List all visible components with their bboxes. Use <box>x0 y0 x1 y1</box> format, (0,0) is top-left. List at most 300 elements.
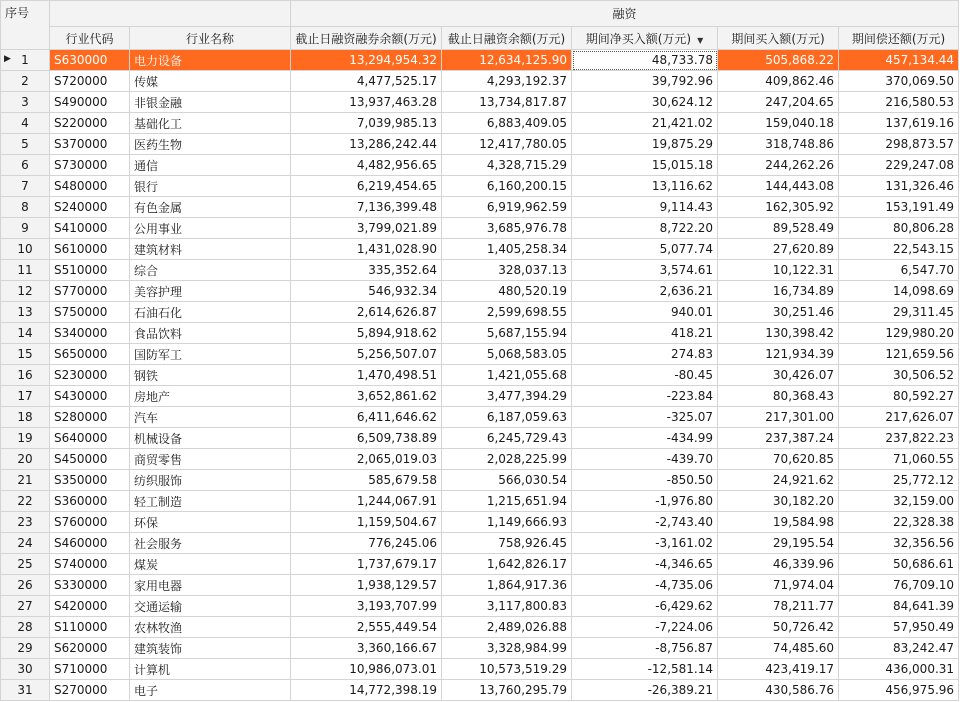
table-row[interactable] <box>1 365 959 386</box>
repay-amount-cell[interactable]: 131,326.46 <box>839 176 959 197</box>
net-buy-cell[interactable]: 30,624.12 <box>572 92 718 113</box>
industry-name-cell[interactable]: 有色金属 <box>130 197 291 218</box>
table-row[interactable] <box>1 491 959 512</box>
financing-balance-cell[interactable]: 5,068,583.05 <box>442 344 572 365</box>
repay-amount-cell[interactable]: 370,069.50 <box>839 71 959 92</box>
financing-balance-cell[interactable]: 1,149,666.93 <box>442 512 572 533</box>
margin-balance-cell[interactable]: 14,772,398.19 <box>291 680 442 701</box>
table-row[interactable] <box>1 386 959 407</box>
table-row[interactable] <box>1 71 959 92</box>
row-index: 16 <box>17 368 33 382</box>
industry-name-cell[interactable]: 基础化工 <box>130 113 291 134</box>
row-index-cell[interactable] <box>1 197 50 218</box>
buy-amount-cell[interactable]: 423,419.17 <box>718 659 839 680</box>
header-industry-name[interactable]: 行业名称 <box>130 27 291 50</box>
header-seq[interactable]: 序号 <box>1 1 50 50</box>
industry-name-cell[interactable]: 环保 <box>130 512 291 533</box>
industry-code-cell[interactable]: S620000 <box>50 638 130 659</box>
net-buy-cell[interactable]: -2,743.40 <box>572 512 718 533</box>
buy-amount-cell[interactable]: 247,204.65 <box>718 92 839 113</box>
industry-name-cell[interactable]: 石油石化 <box>130 302 291 323</box>
net-buy-cell[interactable]: 13,116.62 <box>572 176 718 197</box>
row-index: 17 <box>17 389 33 403</box>
row-index: 15 <box>17 347 33 361</box>
industry-code-cell[interactable]: S650000 <box>50 344 130 365</box>
net-buy-cell[interactable]: 8,722.20 <box>572 218 718 239</box>
industry-code-cell[interactable]: S760000 <box>50 512 130 533</box>
industry-code-cell[interactable]: S350000 <box>50 470 130 491</box>
industry-name-cell[interactable]: 食品饮料 <box>130 323 291 344</box>
financing-balance-cell[interactable]: 6,919,962.59 <box>442 197 572 218</box>
row-index-cell[interactable] <box>1 323 50 344</box>
industry-code-cell[interactable]: S330000 <box>50 575 130 596</box>
margin-balance-cell[interactable]: 585,679.58 <box>291 470 442 491</box>
industry-code-cell[interactable]: S770000 <box>50 281 130 302</box>
industry-code-cell[interactable]: S370000 <box>50 134 130 155</box>
industry-name-cell[interactable]: 钢铁 <box>130 365 291 386</box>
row-index-cell[interactable] <box>1 134 50 155</box>
financing-balance-cell[interactable]: 12,417,780.05 <box>442 134 572 155</box>
margin-balance-cell[interactable]: 6,219,454.65 <box>291 176 442 197</box>
industry-name-cell[interactable]: 医药生物 <box>130 134 291 155</box>
table-row[interactable] <box>1 533 959 554</box>
buy-amount-cell[interactable]: 16,734.89 <box>718 281 839 302</box>
margin-balance-cell[interactable]: 4,477,525.17 <box>291 71 442 92</box>
industry-name-cell[interactable]: 公用事业 <box>130 218 291 239</box>
row-index-cell[interactable] <box>1 344 50 365</box>
industry-code-cell[interactable]: S480000 <box>50 176 130 197</box>
financing-balance-cell[interactable]: 2,489,026.88 <box>442 617 572 638</box>
industry-code-cell[interactable]: S460000 <box>50 533 130 554</box>
net-buy-cell[interactable]: 940.01 <box>572 302 718 323</box>
industry-code-cell[interactable]: S610000 <box>50 239 130 260</box>
buy-amount-cell[interactable]: 144,443.08 <box>718 176 839 197</box>
row-index-cell[interactable] <box>1 596 50 617</box>
margin-balance-cell[interactable]: 2,065,019.03 <box>291 449 442 470</box>
financing-balance-cell[interactable]: 6,187,059.63 <box>442 407 572 428</box>
table-row[interactable] <box>1 113 959 134</box>
net-buy-cell[interactable]: 274.83 <box>572 344 718 365</box>
margin-balance-cell[interactable]: 1,431,028.90 <box>291 239 442 260</box>
row-index-cell[interactable] <box>1 71 50 92</box>
row-index-cell[interactable] <box>1 155 50 176</box>
net-buy-cell[interactable]: -12,581.14 <box>572 659 718 680</box>
buy-amount-cell[interactable]: 24,921.62 <box>718 470 839 491</box>
row-index-cell[interactable] <box>1 470 50 491</box>
financing-balance-cell[interactable]: 6,883,409.05 <box>442 113 572 134</box>
financing-balance-cell[interactable]: 328,037.13 <box>442 260 572 281</box>
row-index-cell[interactable] <box>1 449 50 470</box>
margin-balance-cell[interactable]: 776,245.06 <box>291 533 442 554</box>
row-index-cell[interactable] <box>1 491 50 512</box>
net-buy-cell[interactable]: -850.50 <box>572 470 718 491</box>
industry-code-cell[interactable]: S510000 <box>50 260 130 281</box>
table-row[interactable] <box>1 554 959 575</box>
row-index: 22 <box>17 494 33 508</box>
industry-name-cell[interactable]: 电子 <box>130 680 291 701</box>
industry-code-cell[interactable]: S490000 <box>50 92 130 113</box>
margin-balance-cell[interactable]: 7,136,399.48 <box>291 197 442 218</box>
table-row[interactable] <box>1 344 959 365</box>
buy-amount-cell[interactable]: 130,398.42 <box>718 323 839 344</box>
buy-amount-cell[interactable]: 19,584.98 <box>718 512 839 533</box>
repay-amount-cell[interactable]: 457,134.44 <box>839 50 959 71</box>
industry-name-cell[interactable]: 家用电器 <box>130 575 291 596</box>
financing-balance-cell[interactable]: 2,599,698.55 <box>442 302 572 323</box>
repay-amount-cell[interactable]: 129,980.20 <box>839 323 959 344</box>
industry-name-cell[interactable]: 通信 <box>130 155 291 176</box>
financing-balance-cell[interactable]: 6,245,729.43 <box>442 428 572 449</box>
header-repay-amount[interactable]: 期间偿还额(万元) <box>839 27 959 50</box>
industry-code-cell[interactable]: S270000 <box>50 680 130 701</box>
financing-balance-cell[interactable]: 3,117,800.83 <box>442 596 572 617</box>
margin-balance-cell[interactable]: 5,256,507.07 <box>291 344 442 365</box>
margin-balance-cell[interactable]: 10,986,073.01 <box>291 659 442 680</box>
net-buy-cell[interactable]: 21,421.02 <box>572 113 718 134</box>
row-index-cell[interactable] <box>1 218 50 239</box>
row-index-cell[interactable] <box>1 659 50 680</box>
row-index-cell[interactable] <box>1 638 50 659</box>
industry-name-cell[interactable]: 煤炭 <box>130 554 291 575</box>
repay-amount-cell[interactable]: 229,247.08 <box>839 155 959 176</box>
industry-name-cell[interactable]: 非银金融 <box>130 92 291 113</box>
margin-balance-cell[interactable]: 335,352.64 <box>291 260 442 281</box>
repay-amount-cell[interactable]: 80,806.28 <box>839 218 959 239</box>
net-buy-cell[interactable]: -80.45 <box>572 365 718 386</box>
financing-balance-cell[interactable]: 13,734,817.87 <box>442 92 572 113</box>
repay-amount-cell[interactable]: 153,191.49 <box>839 197 959 218</box>
financing-balance-cell[interactable]: 13,760,295.79 <box>442 680 572 701</box>
industry-code-cell[interactable]: S730000 <box>50 155 130 176</box>
financing-balance-cell[interactable]: 2,028,225.99 <box>442 449 572 470</box>
net-buy-cell[interactable]: -1,976.80 <box>572 491 718 512</box>
row-index-cell[interactable] <box>1 554 50 575</box>
table-row[interactable] <box>1 281 959 302</box>
row-index: 9 <box>21 221 29 235</box>
margin-balance-cell[interactable]: 546,932.34 <box>291 281 442 302</box>
margin-balance-cell[interactable]: 3,799,021.89 <box>291 218 442 239</box>
industry-name-cell[interactable]: 建筑装饰 <box>130 638 291 659</box>
net-buy-cell[interactable]: -3,161.02 <box>572 533 718 554</box>
industry-code-cell[interactable]: S230000 <box>50 365 130 386</box>
industry-code-cell[interactable]: S640000 <box>50 428 130 449</box>
industry-name-cell[interactable]: 综合 <box>130 260 291 281</box>
margin-balance-cell[interactable]: 4,482,956.65 <box>291 155 442 176</box>
net-buy-cell[interactable]: -434.99 <box>572 428 718 449</box>
net-buy-cell[interactable]: 19,875.29 <box>572 134 718 155</box>
margin-balance-cell[interactable]: 3,652,861.62 <box>291 386 442 407</box>
industry-name-cell[interactable]: 汽车 <box>130 407 291 428</box>
row-index-cell[interactable] <box>1 260 50 281</box>
margin-balance-cell[interactable]: 1,737,679.17 <box>291 554 442 575</box>
repay-amount-cell[interactable]: 30,506.52 <box>839 365 959 386</box>
repay-amount-cell[interactable]: 25,772.12 <box>839 470 959 491</box>
table-row[interactable] <box>1 302 959 323</box>
repay-amount-cell[interactable]: 436,000.31 <box>839 659 959 680</box>
industry-name-cell[interactable]: 电力设备 <box>130 50 291 71</box>
table-row[interactable] <box>1 449 959 470</box>
net-buy-cell[interactable]: -8,756.87 <box>572 638 718 659</box>
net-buy-cell[interactable]: 9,114.43 <box>572 197 718 218</box>
industry-code-cell[interactable]: S750000 <box>50 302 130 323</box>
repay-amount-cell[interactable]: 71,060.55 <box>839 449 959 470</box>
header-margin-balance[interactable]: 截止日融资融券余额(万元) <box>291 27 442 50</box>
table-row[interactable] <box>1 638 959 659</box>
net-buy-cell[interactable]: -325.07 <box>572 407 718 428</box>
financing-balance-cell[interactable]: 3,328,984.99 <box>442 638 572 659</box>
repay-amount-cell[interactable]: 121,659.56 <box>839 344 959 365</box>
margin-balance-cell[interactable]: 13,937,463.28 <box>291 92 442 113</box>
industry-code-cell[interactable]: S420000 <box>50 596 130 617</box>
buy-amount-cell[interactable]: 29,195.54 <box>718 533 839 554</box>
row-index-cell[interactable] <box>1 113 50 134</box>
financing-balance-cell[interactable]: 4,328,715.29 <box>442 155 572 176</box>
table-row[interactable] <box>1 596 959 617</box>
buy-amount-cell[interactable]: 162,305.92 <box>718 197 839 218</box>
buy-amount-cell[interactable]: 409,862.46 <box>718 71 839 92</box>
industry-name-cell[interactable]: 农林牧渔 <box>130 617 291 638</box>
industry-name-cell[interactable]: 银行 <box>130 176 291 197</box>
row-index-cell[interactable] <box>1 176 50 197</box>
industry-name-cell[interactable]: 房地产 <box>130 386 291 407</box>
industry-code-cell[interactable]: S280000 <box>50 407 130 428</box>
buy-amount-cell[interactable]: 217,301.00 <box>718 407 839 428</box>
net-buy-cell[interactable]: -6,429.62 <box>572 596 718 617</box>
row-index: 26 <box>17 578 33 592</box>
buy-amount-cell[interactable]: 80,368.43 <box>718 386 839 407</box>
repay-amount-cell[interactable]: 237,822.23 <box>839 428 959 449</box>
table-row[interactable] <box>1 617 959 638</box>
buy-amount-cell[interactable]: 430,586.76 <box>718 680 839 701</box>
industry-code-cell[interactable]: S410000 <box>50 218 130 239</box>
row-index-cell[interactable] <box>1 281 50 302</box>
financing-balance-cell[interactable]: 4,293,192.37 <box>442 71 572 92</box>
industry-name-cell[interactable]: 轻工制造 <box>130 491 291 512</box>
row-index-cell[interactable] <box>1 365 50 386</box>
buy-amount-cell[interactable]: 46,339.96 <box>718 554 839 575</box>
repay-amount-cell[interactable]: 83,242.47 <box>839 638 959 659</box>
financing-balance-cell[interactable]: 3,685,976.78 <box>442 218 572 239</box>
current-row-icon: ▶ <box>4 54 11 64</box>
repay-amount-cell[interactable]: 6,547.70 <box>839 260 959 281</box>
industry-name-cell[interactable]: 建筑材料 <box>130 239 291 260</box>
buy-amount-cell[interactable]: 237,387.24 <box>718 428 839 449</box>
table-row[interactable] <box>1 323 959 344</box>
buy-amount-cell[interactable]: 10,122.31 <box>718 260 839 281</box>
net-buy-cell[interactable]: -26,389.21 <box>572 680 718 701</box>
row-index-cell[interactable] <box>1 239 50 260</box>
row-index: 1 <box>21 53 29 67</box>
row-index-cell[interactable] <box>1 428 50 449</box>
industry-code-cell[interactable]: S740000 <box>50 554 130 575</box>
industry-code-cell[interactable]: S360000 <box>50 491 130 512</box>
buy-amount-cell[interactable]: 89,528.49 <box>718 218 839 239</box>
table-row[interactable] <box>1 512 959 533</box>
net-buy-cell[interactable]: -4,346.65 <box>572 554 718 575</box>
margin-balance-cell[interactable]: 1,244,067.91 <box>291 491 442 512</box>
margin-balance-cell[interactable]: 13,294,954.32 <box>291 50 442 71</box>
repay-amount-cell[interactable]: 57,950.49 <box>839 617 959 638</box>
repay-amount-cell[interactable]: 50,686.61 <box>839 554 959 575</box>
repay-amount-cell[interactable]: 84,641.39 <box>839 596 959 617</box>
row-index-cell[interactable] <box>1 50 50 71</box>
table-row[interactable] <box>1 134 959 155</box>
industry-code-cell[interactable]: S240000 <box>50 197 130 218</box>
buy-amount-cell[interactable]: 505,868.22 <box>718 50 839 71</box>
header-financing-balance[interactable]: 截止日融资余额(万元) <box>442 27 572 50</box>
buy-amount-cell[interactable]: 30,182.20 <box>718 491 839 512</box>
financing-balance-cell[interactable]: 6,160,200.15 <box>442 176 572 197</box>
row-index-cell[interactable] <box>1 512 50 533</box>
net-buy-cell[interactable]: 48,733.78 <box>572 50 718 71</box>
net-buy-cell[interactable]: -223.84 <box>572 386 718 407</box>
margin-balance-cell[interactable]: 3,360,166.67 <box>291 638 442 659</box>
header-group-financing[interactable]: 融资 <box>291 1 959 27</box>
industry-name-cell[interactable]: 商贸零售 <box>130 449 291 470</box>
table-row[interactable] <box>1 659 959 680</box>
margin-balance-cell[interactable]: 6,411,646.62 <box>291 407 442 428</box>
margin-balance-cell[interactable]: 2,555,449.54 <box>291 617 442 638</box>
table-row[interactable] <box>1 428 959 449</box>
buy-amount-cell[interactable]: 30,251.46 <box>718 302 839 323</box>
industry-code-cell[interactable]: S110000 <box>50 617 130 638</box>
financing-balance-cell[interactable]: 1,215,651.94 <box>442 491 572 512</box>
table-row[interactable] <box>1 176 959 197</box>
industry-name-cell[interactable]: 美容护理 <box>130 281 291 302</box>
industry-name-cell[interactable]: 社会服务 <box>130 533 291 554</box>
table-row[interactable] <box>1 218 959 239</box>
table-row[interactable] <box>1 407 959 428</box>
industry-code-cell[interactable]: S710000 <box>50 659 130 680</box>
financing-balance-cell[interactable]: 12,634,125.90 <box>442 50 572 71</box>
header-industry-code[interactable]: 行业代码 <box>50 27 130 50</box>
buy-amount-cell[interactable]: 27,620.89 <box>718 239 839 260</box>
table-row[interactable] <box>1 470 959 491</box>
table-row[interactable] <box>1 197 959 218</box>
net-buy-cell[interactable]: 3,574.61 <box>572 260 718 281</box>
row-index-cell[interactable] <box>1 617 50 638</box>
row-index-cell[interactable] <box>1 302 50 323</box>
industry-name-cell[interactable]: 计算机 <box>130 659 291 680</box>
industry-code-cell[interactable]: S450000 <box>50 449 130 470</box>
margin-balance-cell[interactable]: 7,039,985.13 <box>291 113 442 134</box>
table-row[interactable] <box>1 260 959 281</box>
net-buy-cell[interactable]: -7,224.06 <box>572 617 718 638</box>
net-buy-cell[interactable]: 15,015.18 <box>572 155 718 176</box>
buy-amount-cell[interactable]: 70,620.85 <box>718 449 839 470</box>
buy-amount-cell[interactable]: 121,934.39 <box>718 344 839 365</box>
industry-code-cell[interactable]: S720000 <box>50 71 130 92</box>
buy-amount-cell[interactable]: 244,262.26 <box>718 155 839 176</box>
table-row[interactable] <box>1 50 959 71</box>
table-row[interactable] <box>1 92 959 113</box>
financing-balance-cell[interactable]: 566,030.54 <box>442 470 572 491</box>
financing-balance-cell[interactable]: 480,520.19 <box>442 281 572 302</box>
net-buy-cell[interactable]: 39,792.96 <box>572 71 718 92</box>
buy-amount-cell[interactable]: 71,974.04 <box>718 575 839 596</box>
margin-balance-cell[interactable]: 6,509,738.89 <box>291 428 442 449</box>
financing-balance-cell[interactable]: 1,421,055.68 <box>442 365 572 386</box>
repay-amount-cell[interactable]: 32,159.00 <box>839 491 959 512</box>
industry-code-cell[interactable]: S630000 <box>50 50 130 71</box>
sort-desc-icon[interactable]: ▼ <box>697 35 704 45</box>
net-buy-cell[interactable]: 2,636.21 <box>572 281 718 302</box>
buy-amount-cell[interactable]: 318,748.86 <box>718 134 839 155</box>
row-index-cell[interactable] <box>1 575 50 596</box>
table-row[interactable] <box>1 575 959 596</box>
row-index: 28 <box>17 620 33 634</box>
industry-code-cell[interactable]: S340000 <box>50 323 130 344</box>
net-buy-cell[interactable]: 5,077.74 <box>572 239 718 260</box>
industry-name-cell[interactable]: 传媒 <box>130 71 291 92</box>
buy-amount-cell[interactable]: 30,426.07 <box>718 365 839 386</box>
repay-amount-cell[interactable]: 22,328.38 <box>839 512 959 533</box>
financing-balance-cell[interactable]: 3,477,394.29 <box>442 386 572 407</box>
repay-amount-cell[interactable]: 29,311.45 <box>839 302 959 323</box>
repay-amount-cell[interactable]: 298,873.57 <box>839 134 959 155</box>
net-buy-cell[interactable]: -4,735.06 <box>572 575 718 596</box>
industry-name-cell[interactable]: 机械设备 <box>130 428 291 449</box>
table-row[interactable] <box>1 239 959 260</box>
industry-code-cell[interactable]: S430000 <box>50 386 130 407</box>
financing-balance-cell[interactable]: 1,864,917.36 <box>442 575 572 596</box>
margin-balance-cell[interactable]: 2,614,626.87 <box>291 302 442 323</box>
repay-amount-cell[interactable]: 22,543.15 <box>839 239 959 260</box>
repay-amount-cell[interactable]: 456,975.96 <box>839 680 959 701</box>
buy-amount-cell[interactable]: 50,726.42 <box>718 617 839 638</box>
margin-balance-cell[interactable]: 5,894,918.62 <box>291 323 442 344</box>
financing-balance-cell[interactable]: 1,405,258.34 <box>442 239 572 260</box>
repay-amount-cell[interactable]: 14,098.69 <box>839 281 959 302</box>
industry-code-cell[interactable]: S220000 <box>50 113 130 134</box>
financing-balance-cell[interactable]: 758,926.45 <box>442 533 572 554</box>
row-index-cell[interactable] <box>1 407 50 428</box>
row-index-cell[interactable] <box>1 680 50 701</box>
industry-name-cell[interactable]: 交通运输 <box>130 596 291 617</box>
table-row[interactable] <box>1 680 959 701</box>
header-net-buy[interactable] <box>572 27 718 50</box>
margin-balance-cell[interactable]: 1,470,498.51 <box>291 365 442 386</box>
net-buy-cell[interactable]: 418.21 <box>572 323 718 344</box>
row-index-cell[interactable] <box>1 533 50 554</box>
repay-amount-cell[interactable]: 80,592.27 <box>839 386 959 407</box>
industry-name-cell[interactable]: 纺织服饰 <box>130 470 291 491</box>
buy-amount-cell[interactable]: 74,485.60 <box>718 638 839 659</box>
margin-balance-cell[interactable]: 1,159,504.67 <box>291 512 442 533</box>
margin-balance-cell[interactable]: 1,938,129.57 <box>291 575 442 596</box>
margin-balance-cell[interactable]: 13,286,242.44 <box>291 134 442 155</box>
repay-amount-cell[interactable]: 216,580.53 <box>839 92 959 113</box>
net-buy-cell[interactable]: -439.70 <box>572 449 718 470</box>
financing-balance-cell[interactable]: 1,642,826.17 <box>442 554 572 575</box>
row-index: 25 <box>17 557 33 571</box>
header-buy-amount[interactable]: 期间买入额(万元) <box>718 27 839 50</box>
row-index-cell[interactable] <box>1 386 50 407</box>
financing-balance-cell[interactable]: 10,573,519.29 <box>442 659 572 680</box>
financing-balance-cell[interactable]: 5,687,155.94 <box>442 323 572 344</box>
repay-amount-cell[interactable]: 217,626.07 <box>839 407 959 428</box>
repay-amount-cell[interactable]: 32,356.56 <box>839 533 959 554</box>
industry-name-cell[interactable]: 国防军工 <box>130 344 291 365</box>
table-row[interactable] <box>1 155 959 176</box>
buy-amount-cell[interactable]: 78,211.77 <box>718 596 839 617</box>
buy-amount-cell[interactable]: 159,040.18 <box>718 113 839 134</box>
row-index: 23 <box>17 515 33 529</box>
row-index-cell[interactable] <box>1 92 50 113</box>
repay-amount-cell[interactable]: 137,619.16 <box>839 113 959 134</box>
margin-balance-cell[interactable]: 3,193,707.99 <box>291 596 442 617</box>
repay-amount-cell[interactable]: 76,709.10 <box>839 575 959 596</box>
